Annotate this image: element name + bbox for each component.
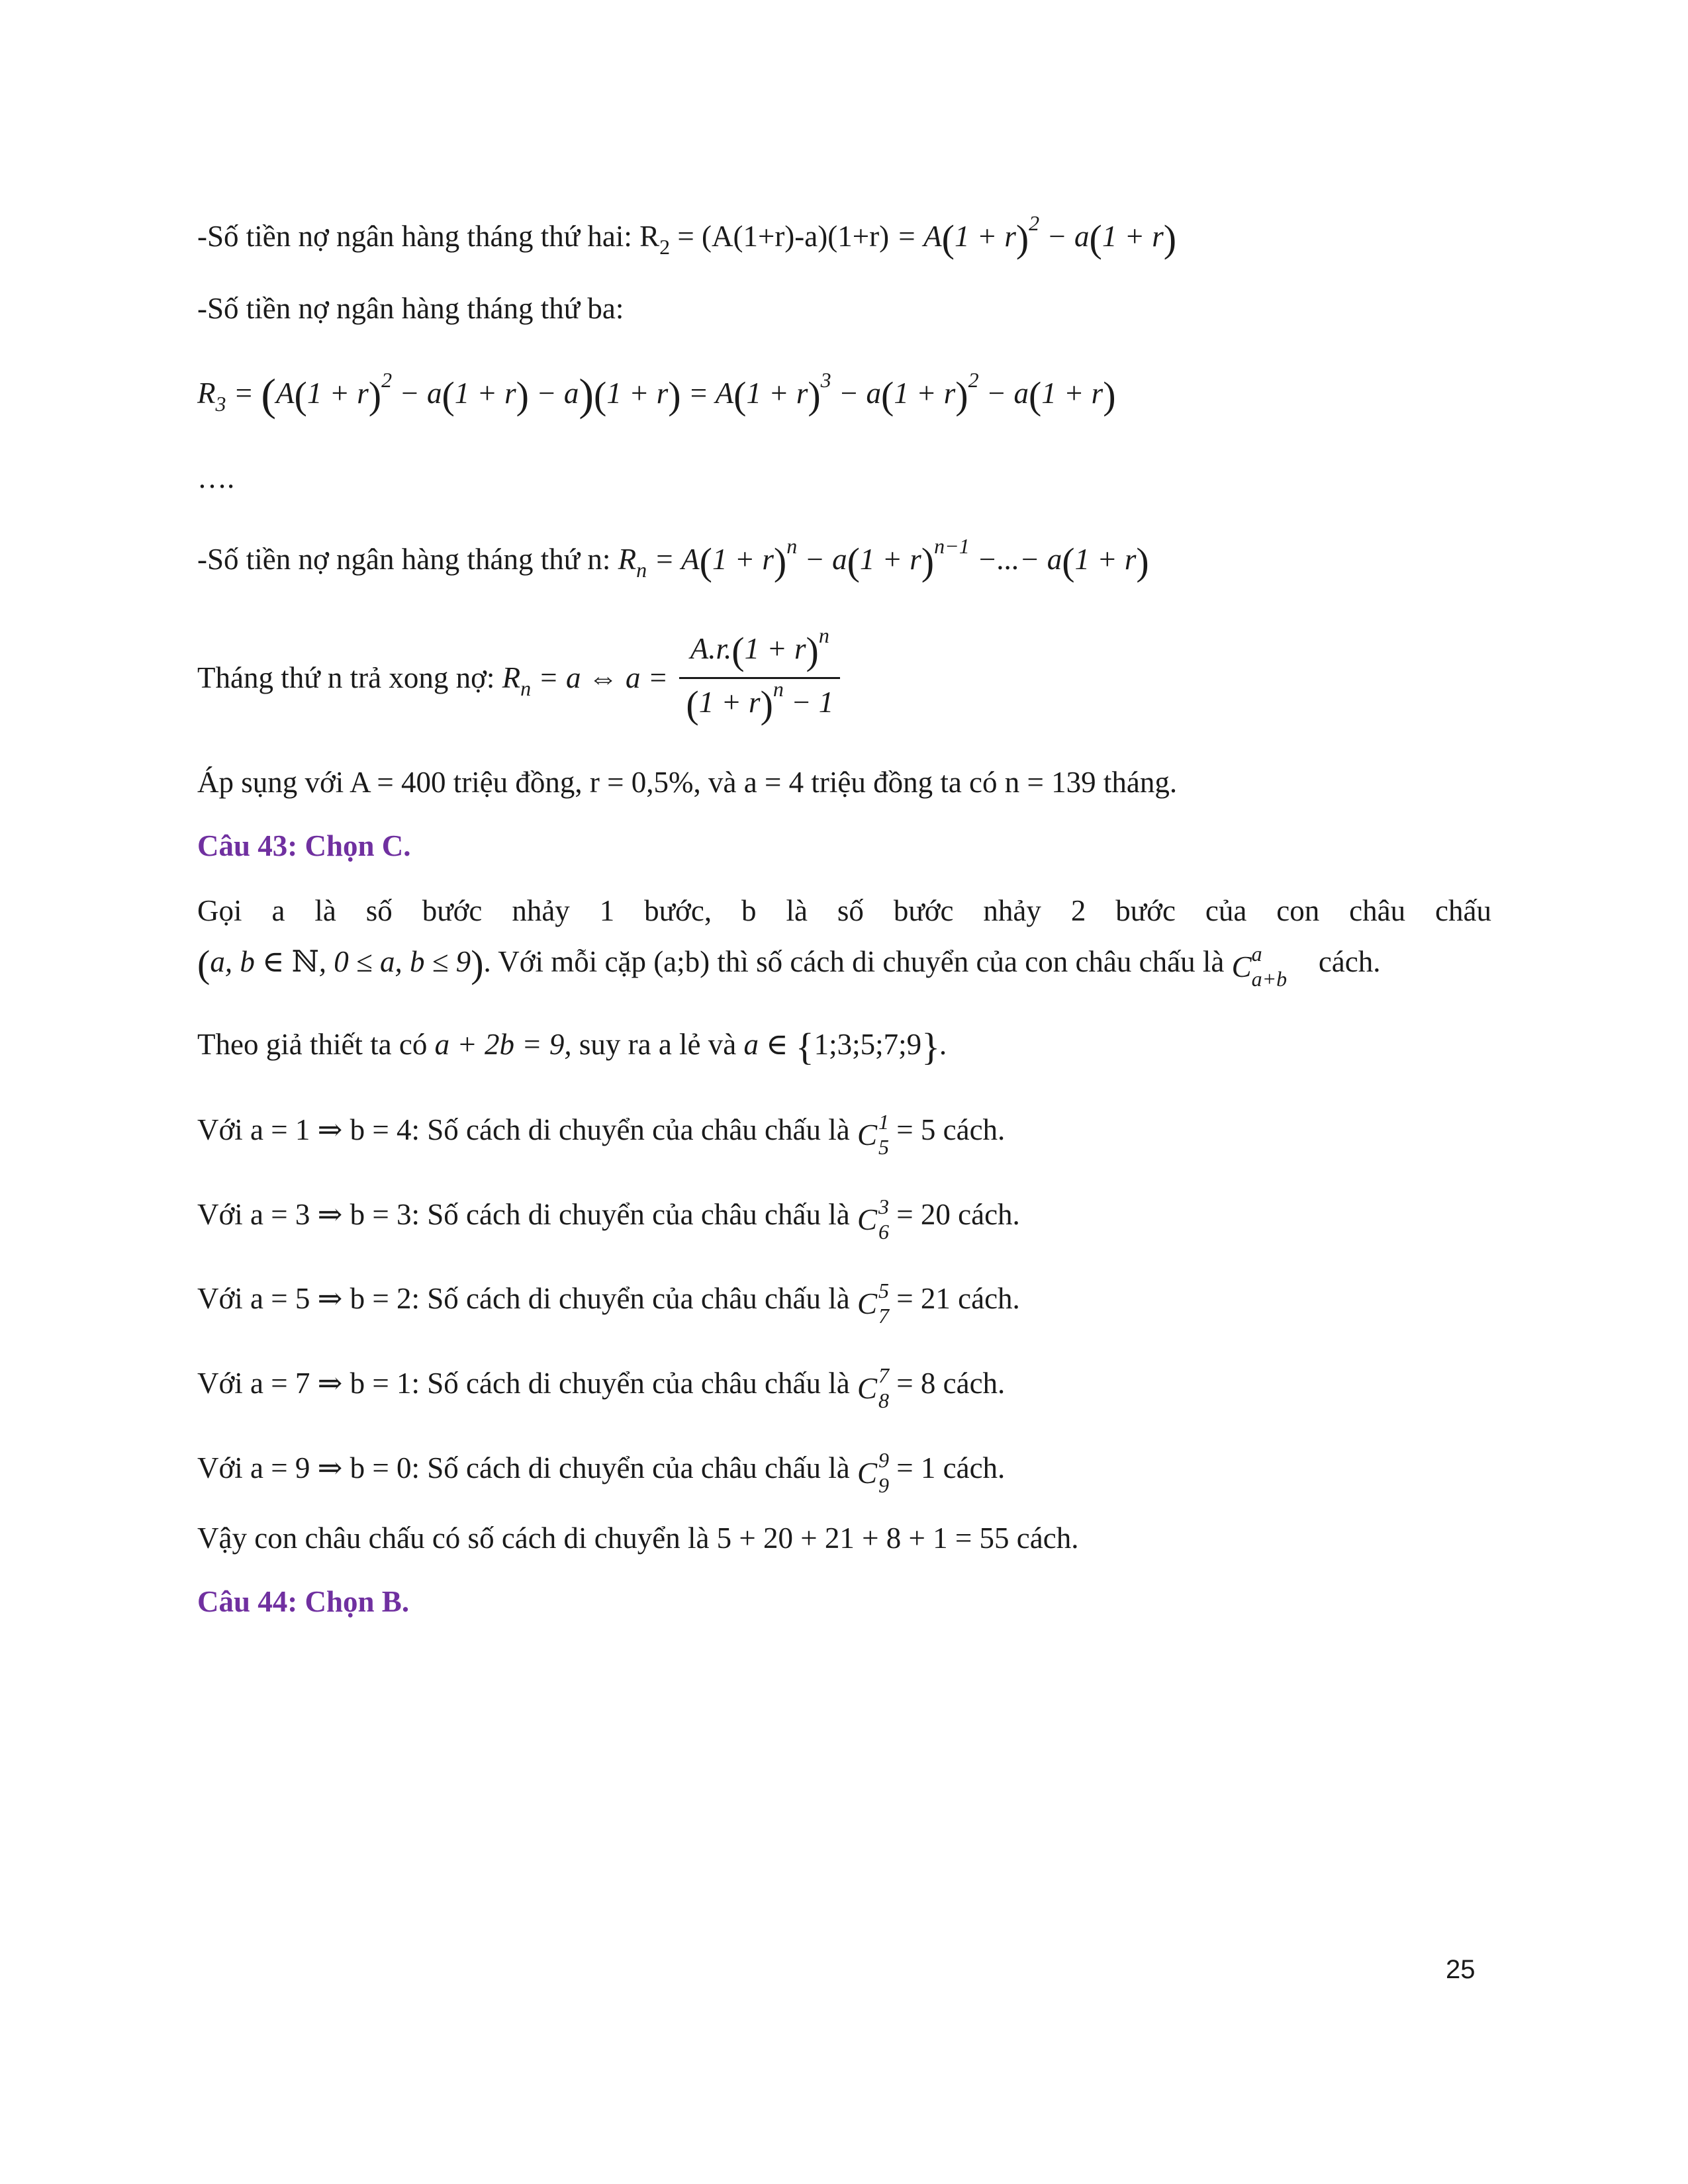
text: b = 1: <box>342 1367 428 1400</box>
fraction: $\frac{A.r.(1 + r)^n}{(1 + r)^n - 1}$ <box>679 632 840 724</box>
text: b = 3: <box>342 1198 428 1231</box>
line-month-two <box>197 211 1177 260</box>
formula-r3: $R_3 = (A(1 + r)^2 - a(1 + r) - a)(1 + r) = A(1 + r)^3 - a(1 + r)^2 - a(1 + r)$ <box>197 368 1116 420</box>
text: Với a = <box>197 1198 295 1231</box>
text: suy ra a lẻ và <box>579 1028 744 1061</box>
formula-rn: $R_n = A(1 + r)^n - a(1 + r)^{n-1}$ −...− a(1 + r) <box>618 534 1149 583</box>
combination: C 9 9 <box>857 1448 889 1497</box>
text: Với a = <box>197 1451 295 1484</box>
conclusion: Vậy con châu chấu có số cách di chuyển là 5 + 20 + 21 + 8 + 1 = 55 cách. <box>197 1522 1079 1555</box>
paragraph-line-1: Gọi a là số bước nhảy 1 bước, b là số bước nhảy 2 bước của con châu chấu <box>197 894 1491 927</box>
text: Số cách di chuyển của châu chấu là <box>427 1451 857 1484</box>
case-a-9: Với a = 9 ⇒ b = 0: Số cách di chuyển của châu chấu là C 9 9 = 1 cách. <box>197 1448 1006 1497</box>
combination: C 7 8 <box>857 1363 889 1412</box>
text: cách. <box>935 1367 1006 1400</box>
line-payoff <box>197 623 844 726</box>
text: 1 <box>295 1113 310 1146</box>
text: 7 <box>295 1367 310 1400</box>
page-number: 25 <box>1446 1955 1476 1984</box>
text: b = 2: <box>342 1282 428 1315</box>
text: . Với mỗi cặp (a;b) thì số cách di chuyển của con châu chấu là <box>483 945 1232 978</box>
text: 9 <box>295 1451 310 1484</box>
application-result: Áp sụng với A = 400 triệu đồng, r = 0,5%, và a = 4 triệu đồng ta có n = 139 tháng. <box>197 766 1178 799</box>
text: Số cách di chuyển của châu chấu là <box>427 1113 857 1146</box>
text: cách. <box>935 1113 1006 1146</box>
text: Theo giả thiết ta có <box>197 1028 435 1061</box>
line-month-three: -Số tiền nợ ngân hàng tháng thứ ba: <box>197 292 624 325</box>
text: 3 <box>295 1198 310 1231</box>
text: Số cách di chuyển của châu chấu là <box>427 1198 857 1231</box>
text: b = 4: <box>342 1113 428 1146</box>
text: Tháng thứ n trả xong nợ: <box>197 661 502 694</box>
text: b = 0: <box>342 1451 428 1484</box>
combination: C 3 6 <box>857 1195 889 1244</box>
sub: 2 <box>659 235 671 259</box>
formula-payoff: $R_n = a$ ⇔ a = <box>502 661 669 700</box>
case-a-7: Với a = 7 ⇒ b = 1: Số cách di chuyển của châu chấu là C 7 8 = 8 cách. <box>197 1363 1006 1412</box>
value: = 5 <box>888 1113 936 1146</box>
value: = 21 <box>888 1282 951 1315</box>
value: = 1 <box>888 1451 936 1484</box>
text: -Số tiền nợ ngân hàng tháng thứ hai: R <box>197 220 660 253</box>
text: cách. <box>950 1282 1020 1315</box>
value: = 20 <box>888 1198 951 1231</box>
paragraph-line-2 <box>197 942 1381 991</box>
equation: a + 2b = 9, <box>434 1028 572 1061</box>
value: = 8 <box>888 1367 936 1400</box>
combination: C 1 5 <box>857 1110 889 1159</box>
text: Với a = <box>197 1282 295 1315</box>
question-44-heading: Câu 44: Chọn B. <box>197 1585 410 1618</box>
case-a-5: Với a = 5 ⇒ b = 2: Số cách di chuyển của châu chấu là C 5 7 = 21 cách. <box>197 1279 1020 1328</box>
text: cách. <box>935 1451 1006 1484</box>
text: -Số tiền nợ ngân hàng tháng thứ n: <box>197 543 618 576</box>
case-a-1: Với a = 1 ⇒ b = 4: Số cách di chuyển của châu chấu là C 1 5 = 5 cách. <box>197 1110 1006 1159</box>
line-month-n <box>197 534 1149 583</box>
text: = (A(1+r)-a)(1+r) <box>670 220 897 253</box>
paragraph-line-3 <box>197 1025 948 1068</box>
text: Số cách di chuyển của châu chấu là <box>427 1282 857 1315</box>
question-43-heading: Câu 43: Chọn C. <box>197 829 411 862</box>
text: Số cách di chuyển của châu chấu là <box>427 1367 857 1400</box>
text: 5 <box>295 1282 310 1315</box>
ellipsis: …. <box>197 461 235 494</box>
text: cách. <box>950 1198 1020 1231</box>
odd-set: a ∈ {1;3;5;7;9}. <box>743 1025 948 1068</box>
combination-symbol: C a a+b <box>1231 942 1288 991</box>
text: cách. <box>1311 945 1381 978</box>
text: Với a = <box>197 1113 295 1146</box>
case-a-3: Với a = 3 ⇒ b = 3: Số cách di chuyển của châu chấu là C 3 6 = 20 cách. <box>197 1195 1020 1244</box>
formula-r2: = $A(1 + r)^2 - a(1 + r)$ <box>896 211 1177 260</box>
set-condition: (a, b ∈ ℕ, 0 ≤ a, b ≤ 9) <box>197 942 484 985</box>
combination: C 5 7 <box>857 1279 889 1328</box>
text: Với a = <box>197 1367 295 1400</box>
